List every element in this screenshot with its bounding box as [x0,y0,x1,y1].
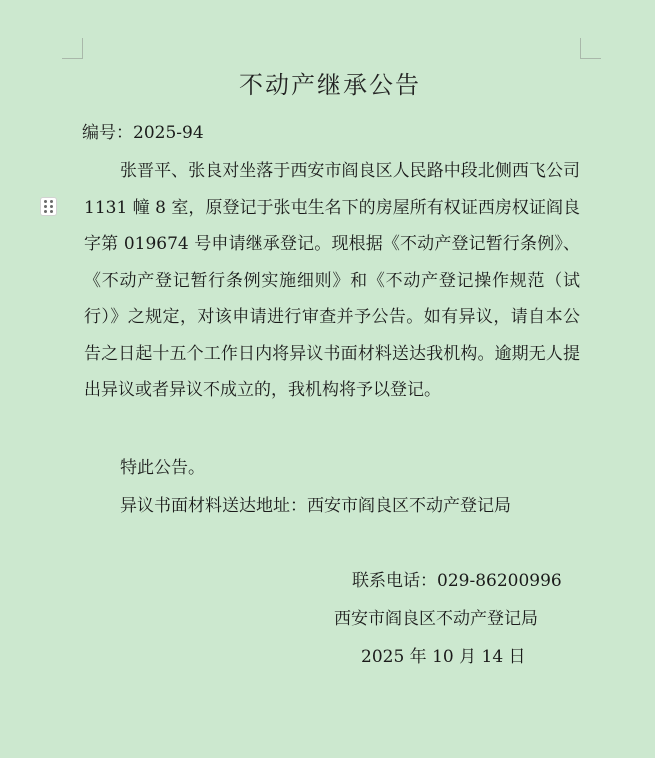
drag-handle-icon[interactable] [40,197,57,216]
margin-corner-top-right [580,38,601,59]
issuer-name: 西安市阎良区不动产登记局 [334,609,538,629]
special-notice: 特此公告。 [120,458,205,478]
issue-date: 2025 年 10 月 14 日 [361,647,526,667]
contact-phone: 联系电话：029-86200996 [352,571,562,591]
margin-corner-top-left [62,38,83,59]
document-serial-number: 编号：2025-94 [82,123,204,143]
announcement-body: 张晋平、张良对坐落于西安市阎良区人民路中段北侧西飞公司 1131 幢 8 室，原登记于张屯生名下的房屋所有权证西房权证阎良字第 019674 号申请继承登记。现根据《不动产登记暂行条例》、《不动产登记暂行条例实施细则》和《不动产登记操作规范（试行）》之规定，对该申请进行审查并予公告。如有异议，请自本公告之日起十五个工作日内将异议书面材料送达我机构。逾期无人提出异议或者异议不成立的，我机构将予以登记。 [84,161,580,400]
objection-address: 异议书面材料送达地址：西安市阎良区不动产登记局 [120,496,511,516]
document-title: 不动产继承公告 [239,71,421,99]
